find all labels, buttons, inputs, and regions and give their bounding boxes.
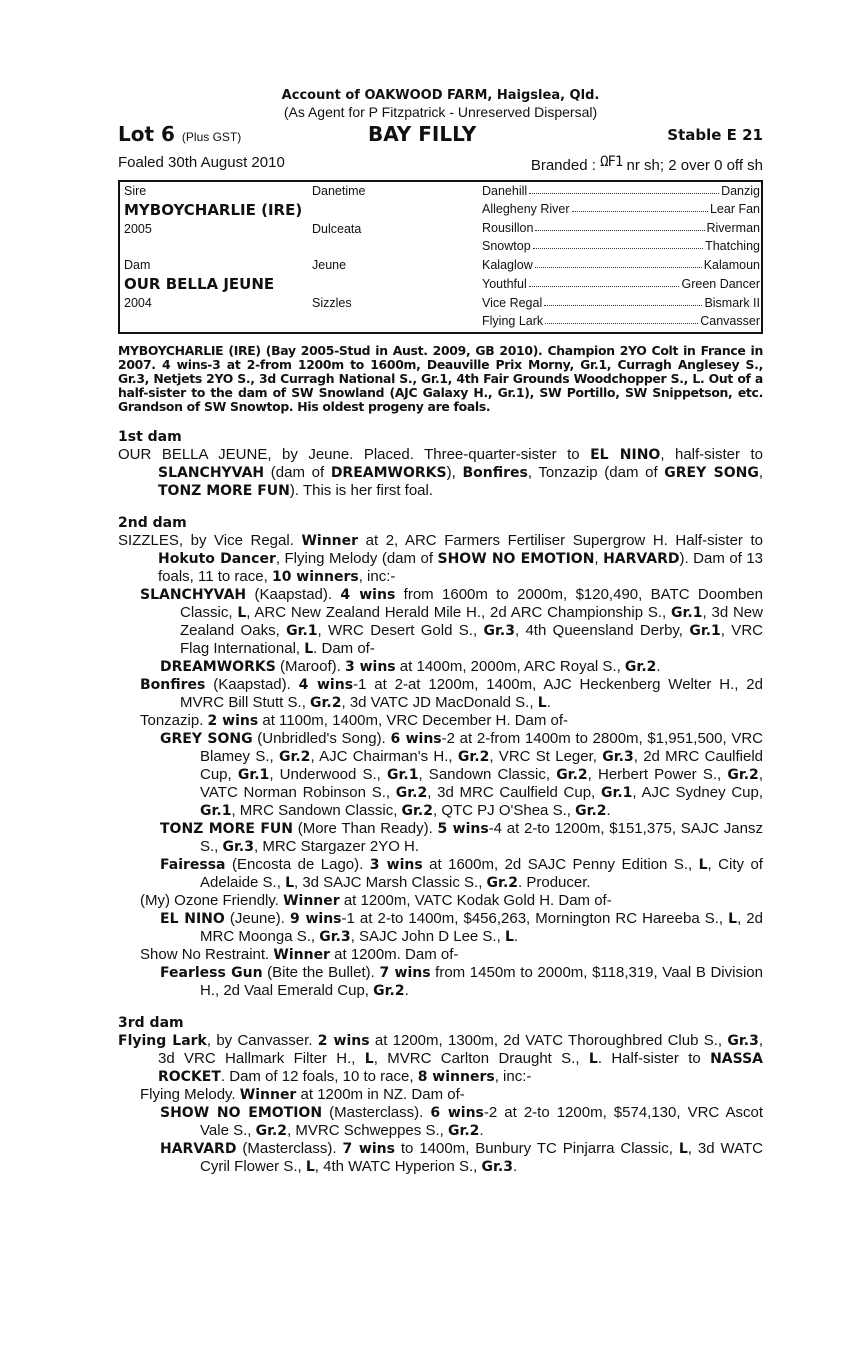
sex-colour: BAY FILLY (368, 122, 477, 146)
pedigree-gg-row: Danehill Danzig (482, 184, 760, 198)
family-paragraph: Tonzazip. 2 wins at 1100m, 1400m, VRC December H. Dam of- (140, 712, 569, 729)
family-paragraph: Show No Restraint. Winner at 1200m. Dam of- (140, 946, 459, 963)
foaled-date: Foaled 30th August 2010 (118, 154, 285, 171)
pedigree-table (118, 180, 763, 334)
dam-dam: Sizzles (312, 296, 352, 310)
family-paragraph: Fearless Gun (Bite the Bullet). 7 wins from 1450m to 2000m, $118,319, Vaal B Division H., 2d Vaal Emerald Cup, Gr.2. (160, 964, 763, 999)
pedigree-gg-row: Vice Regal Bismark II (482, 296, 760, 310)
brand-mark-icon: ΩF1 (600, 154, 623, 170)
lot-number: Lot 6 (Plus GST) (118, 122, 242, 146)
catalogue-page (118, 88, 763, 1176)
dam-sections (118, 428, 763, 1176)
pedigree-gg-row: Flying Lark Canvasser (482, 314, 760, 328)
dam-sire: Jeune (312, 258, 347, 272)
agent-note: (As Agent for P Fitzpatrick - Unreserved Dispersal) (283, 104, 598, 120)
family-paragraph: DREAMWORKS (Maroof). 3 wins at 1400m, 2000m, ARC Royal S., Gr.2. (160, 658, 661, 675)
family-paragraph: OUR BELLA JEUNE, by Jeune. Placed. Three-quarter-sister to EL NINO, half-sister to SLANCHYVAH (dam of DREAMWORKS), Bonfires, Tonzazip (dam of GREY SONG, TONZ MORE FUN). This is her first foal. (118, 446, 764, 499)
family-paragraph: HARVARD (Masterclass). 7 wins to 1400m, Bunbury TC Pinjarra Classic, L, 3d WATC Cyril Flower S., L, 4th WATC Hyperion S., Gr.3. (160, 1140, 763, 1175)
pedigree-gg-row: Youthful Green Dancer (482, 277, 760, 291)
family-paragraph: (My) Ozone Friendly. Winner at 1200m, VATC Kodak Gold H. Dam of- (140, 892, 612, 909)
foaled-line (118, 150, 763, 174)
family-paragraph: Flying Lark, by Canvasser. 2 wins at 1200m, 1300m, 2d VATC Thoroughbred Club S., Gr.3, 3d VRC Hallmark Filter H., L, MVRC Carlton Draught S., L. Half-sister to NASSA ROCKET. Dam of 12 foals, 10 to race, 8 winners, inc:- (118, 1032, 763, 1085)
family-paragraph: SHOW NO EMOTION (Masterclass). 6 wins-2 at 2-to 1200m, $574,130, VRC Ascot Vale S., Gr.2, MVRC Schweppes S., Gr.2. (160, 1104, 763, 1139)
family-paragraph: SLANCHYVAH (Kaapstad). 4 wins from 1600m to 2000m, $120,490, BATC Doomben Classic, L, ARC New Zealand Herald Mile H., 2d ARC Championship S., Gr.1, 3d New Zealand Oaks, Gr.1, WRC Desert Gold S., Gr.3, 4th Queensland Derby, Gr.1, VRC Flag International, L. Dam of- (140, 586, 763, 657)
pedigree-gg-row: Allegheny River Lear Fan (482, 202, 760, 216)
vendor-account: Account of OAKWOOD FARM, Haigslea, Qld. (281, 88, 600, 103)
lot-header (118, 122, 763, 148)
stable-location: Stable E 21 (667, 126, 763, 144)
pedigree-gg-row: Snowtop Thatching (482, 239, 760, 253)
branded-info: Branded : ΩF1 nr sh; 2 over 0 off sh (530, 154, 763, 174)
family-paragraph: SIZZLES, by Vice Regal. Winner at 2, ARC Farmers Fertiliser Supergrow H. Half-sister to Hokuto Dancer, Flying Melody (dam of SHOW NO EMOTION, HARVARD). Dam of 13 foals, 11 to race, 10 winners, inc:- (118, 532, 764, 585)
family-paragraph: GREY SONG (Unbridled's Song). 6 wins-2 at 2-from 1400m to 2800m, $1,951,500, VRC Blamey S., Gr.2, AJC Chairman's H., Gr.2, VRC St Leger, Gr.3, 2d MRC Caulfield Cup, Gr.1, Underwood S., Gr.1, Sandown Classic, Gr.2, Herbert Power S., Gr.2, VATC Norman Robinson S., Gr.2, 3d MRC Caulfield Cup, Gr.1, AJC Sydney Cup, Gr.1, MRC Sandown Classic, Gr.2, QTC PJ O'Shea S., Gr.2. (160, 730, 764, 819)
family-paragraph: TONZ MORE FUN (More Than Ready). 5 wins-4 at 2-to 1200m, $151,375, SAJC Jansz S., Gr.3, MRC Stargazer 2YO H. (160, 820, 763, 855)
pedigree-gg-row: Rousillon Riverman (482, 221, 760, 235)
dam-name: OUR BELLA JEUNE (124, 275, 275, 293)
section-heading: 1st dam (118, 429, 182, 445)
pedigree-gg-row: Kalaglow Kalamoun (482, 258, 760, 272)
sire-sire: Danetime (312, 184, 366, 198)
sire-year: 2005 (124, 222, 152, 236)
sire-name: MYBOYCHARLIE (IRE) (124, 201, 303, 219)
section-heading: 2nd dam (118, 515, 187, 531)
family-paragraph: Flying Melody. Winner at 1200m in NZ. Dam of- (140, 1086, 465, 1103)
sire-dam: Dulceata (312, 222, 362, 236)
dam-label: Dam (124, 258, 151, 272)
dam-year: 2004 (124, 296, 152, 310)
plus-gst-note: (Plus GST) (181, 130, 242, 144)
family-paragraph: Fairessa (Encosta de Lago). 3 wins at 1600m, 2d SAJC Penny Edition S., L, City of Adelaide S., L, 3d SAJC Marsh Classic S., Gr.2. Producer. (160, 856, 763, 891)
sire-label: Sire (124, 184, 147, 198)
family-paragraph: EL NINO (Jeune). 9 wins-1 at 2-to 1400m, $456,263, Mornington RC Hareeba S., L, 2d MRC Moonga S., Gr.3, SAJC John D Lee S., L. (160, 910, 763, 945)
family-paragraph: Bonfires (Kaapstad). 4 wins-1 at 2-at 1200m, 1400m, AJC Heckenberg Welter H., 2d MVRC Bill Stutt S., Gr.2, 3d VATC JD MacDonald S., L. (140, 676, 763, 711)
section-heading: 3rd dam (118, 1015, 184, 1031)
sire-summary: MYBOYCHARLIE (IRE) (Bay 2005-Stud in Aust. 2009, GB 2010). Champion 2YO Colt in France in 2007. 4 wins-3 at 2-from 1200m to 1600m, Deauville Prix Morny, Gr.1, Curragh Anglesey S., Gr.3, Netjets 2YO S., 3d Curragh National S., Gr.1, 4th Fair Grounds Woodchopper S., L. Out of a half-sister to the dam of SW Snowland (AJC Galaxy H., Gr.1), SW Portillo, SW Snippetson, etc. Grandson of SW Snowtop. His oldest progeny are foals. (118, 343, 763, 414)
